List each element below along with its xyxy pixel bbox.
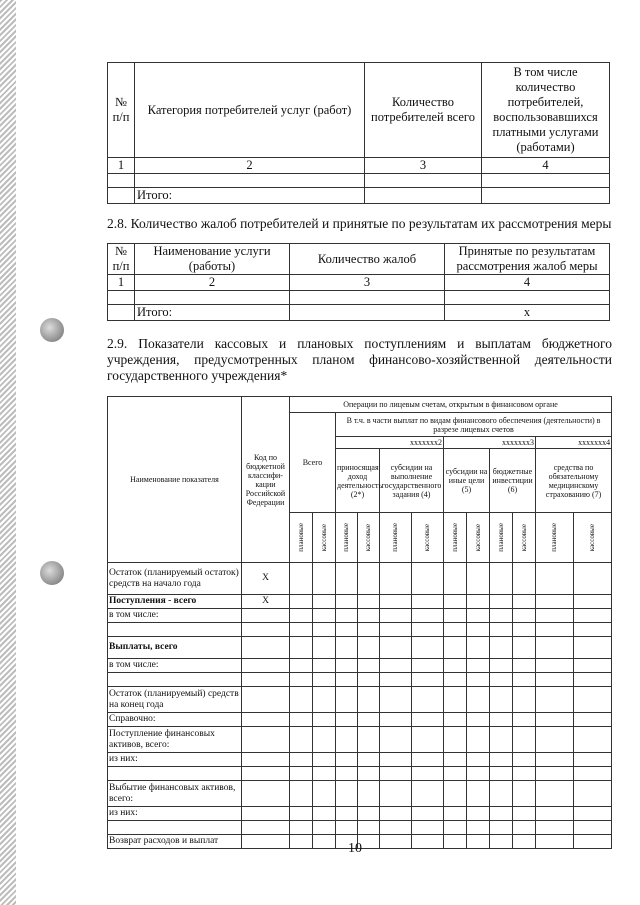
t3-cell <box>336 767 358 781</box>
t3-cell <box>444 821 467 835</box>
t3-row-code <box>242 659 290 673</box>
t3-cell <box>336 807 358 821</box>
financial-indicators-table <box>107 396 612 849</box>
t3-cell <box>574 637 612 659</box>
table-row <box>108 821 612 835</box>
t3-header-incl: В т.ч. в части выплат по видам финансового обеспечения (деятельности) в разрезе лицевых счетов <box>336 413 612 437</box>
t3-cell <box>358 673 380 687</box>
t1-header-num: № п/п <box>108 63 135 158</box>
t3-cell <box>513 637 536 659</box>
t3-cell <box>412 563 444 595</box>
t3-row-label <box>108 623 242 637</box>
t3-account-2: xxxxxxx3 <box>444 437 536 449</box>
t3-cell <box>290 609 313 623</box>
t3-row-label: из них: <box>108 807 242 821</box>
t3-cell <box>490 659 513 673</box>
t3-cell <box>412 807 444 821</box>
t3-cell <box>380 637 412 659</box>
t3-row-code <box>242 835 290 849</box>
t3-cell <box>358 687 380 713</box>
t2-total-label: Итого: <box>135 305 290 321</box>
t3-cell <box>490 595 513 609</box>
table-row <box>108 673 612 687</box>
t3-cell <box>513 753 536 767</box>
t3-cell <box>444 673 467 687</box>
t3-cell <box>290 563 313 595</box>
t3-cell <box>513 563 536 595</box>
t3-cell <box>467 563 490 595</box>
t3-row-code <box>242 687 290 713</box>
t3-cell <box>290 727 313 753</box>
t3-cell <box>490 687 513 713</box>
t3-cell <box>358 659 380 673</box>
t3-cell <box>380 687 412 713</box>
t3-cell <box>467 637 490 659</box>
t3-cell <box>412 821 444 835</box>
t3-cell <box>444 781 467 807</box>
t3-cell <box>574 713 612 727</box>
t3-row-code: Х <box>242 595 290 609</box>
t3-cell <box>313 659 336 673</box>
t3-cell <box>313 563 336 595</box>
t3-cell <box>574 595 612 609</box>
t3-cell <box>536 673 574 687</box>
t3-cell <box>290 623 313 637</box>
t3-cell <box>513 623 536 637</box>
punch-hole-top <box>40 318 64 342</box>
t3-cell <box>536 563 574 595</box>
t1-header-count: Количество потребителей всего <box>365 63 482 158</box>
t3-row-code <box>242 781 290 807</box>
t2-header-measures: Принятые по результатам рассмотрения жалоб меры <box>445 244 610 275</box>
t3-sub-planned: плановые <box>536 513 574 563</box>
t2-total-mark: х <box>445 305 610 321</box>
t3-cell <box>358 767 380 781</box>
t3-cell <box>380 673 412 687</box>
t3-cell <box>574 821 612 835</box>
t2-header-service: Наименование услуги (работы) <box>135 244 290 275</box>
t3-cell <box>574 687 612 713</box>
t3-cell <box>290 767 313 781</box>
t3-cell <box>444 563 467 595</box>
t3-row-code <box>242 727 290 753</box>
t3-sub-planned: плановые <box>380 513 412 563</box>
t3-sub-planned: плановые <box>444 513 467 563</box>
t3-cell <box>444 767 467 781</box>
t3-cell <box>490 807 513 821</box>
t3-group-income: приносящая доход деятельность (2*) <box>336 449 380 513</box>
t3-row-code <box>242 609 290 623</box>
t3-cell <box>513 687 536 713</box>
t3-cell <box>358 595 380 609</box>
t3-cell <box>290 807 313 821</box>
t3-cell <box>490 637 513 659</box>
t3-row-label: в том числе: <box>108 659 242 673</box>
t3-row-label: в том числе: <box>108 609 242 623</box>
t3-cell <box>412 781 444 807</box>
t3-cell <box>513 807 536 821</box>
t3-cell <box>467 623 490 637</box>
t3-cell <box>490 563 513 595</box>
t3-cell <box>490 767 513 781</box>
t3-cell <box>358 727 380 753</box>
t3-cell <box>380 767 412 781</box>
t3-row-code <box>242 623 290 637</box>
t3-group-investments: бюджетные инвестиции (6) <box>490 449 536 513</box>
t3-row-label: Остаток (планируемый) средств на конец года <box>108 687 242 713</box>
t3-cell <box>467 821 490 835</box>
t3-group-state-task: субсидии на выполнение государственного задания (4) <box>380 449 444 513</box>
t3-row-label: Возврат расходов и выплат <box>108 835 242 849</box>
t3-cell <box>467 609 490 623</box>
t3-cell <box>467 781 490 807</box>
t3-cell <box>536 595 574 609</box>
t3-row-label: Поступление финансовых активов, всего: <box>108 727 242 753</box>
t3-cell <box>290 595 313 609</box>
t3-cell <box>444 659 467 673</box>
t3-cell <box>574 807 612 821</box>
t3-cell <box>444 637 467 659</box>
section-2-8-heading: 2.8. Количество жалоб потребителей и принятые по результатам их рассмотрения меры <box>107 216 612 231</box>
t3-cell <box>574 623 612 637</box>
t3-cell <box>412 595 444 609</box>
t2-header-num: № п/п <box>108 244 135 275</box>
t3-cell <box>513 835 536 849</box>
t3-cell <box>444 687 467 713</box>
t3-cell <box>574 659 612 673</box>
t3-row-code: Х <box>242 563 290 595</box>
t3-cell <box>313 595 336 609</box>
t3-row-code <box>242 821 290 835</box>
t3-sub-cash: кассовые <box>513 513 536 563</box>
t3-cell <box>536 781 574 807</box>
t3-cell <box>444 623 467 637</box>
t3-cell <box>412 673 444 687</box>
t3-cell <box>380 609 412 623</box>
t3-row-code <box>242 767 290 781</box>
t3-cell <box>536 659 574 673</box>
t1-header-category: Категория потребителей услуг (работ) <box>135 63 365 158</box>
t3-cell <box>412 767 444 781</box>
section-2-9-heading: 2.9. Показатели кассовых и плановых поступлениям и выплатам бюджетного учреждения, предусмотренных планом финансово-хозяйственной деятельности государственного учреждения* <box>107 336 612 383</box>
t1-colnum-1: 1 <box>108 158 135 174</box>
t3-cell <box>336 713 358 727</box>
t3-cell <box>313 821 336 835</box>
t3-cell <box>336 595 358 609</box>
table-row <box>108 659 612 673</box>
t3-cell <box>336 637 358 659</box>
t3-cell <box>290 713 313 727</box>
t3-cell <box>358 781 380 807</box>
t1-header-paid: В том числе количество потребителей, воспользовавшихся платными услугами (работами) <box>482 63 610 158</box>
t3-cell <box>313 609 336 623</box>
t3-cell <box>444 807 467 821</box>
t3-cell <box>467 767 490 781</box>
t3-row-label <box>108 673 242 687</box>
t3-cell <box>490 753 513 767</box>
t3-cell <box>380 753 412 767</box>
t3-cell <box>574 781 612 807</box>
t3-cell <box>536 767 574 781</box>
t3-cell <box>536 835 574 849</box>
t3-cell <box>358 623 380 637</box>
t3-cell <box>380 781 412 807</box>
t3-row-label: Остаток (планируемый остаток) средств на начало года <box>108 563 242 595</box>
t3-cell <box>412 623 444 637</box>
table-row <box>108 807 612 821</box>
t3-cell <box>290 637 313 659</box>
t3-cell <box>536 807 574 821</box>
t3-cell <box>336 659 358 673</box>
t3-cell <box>313 687 336 713</box>
t3-cell <box>513 673 536 687</box>
t3-cell <box>290 753 313 767</box>
t3-header-code: Код по бюджетной классифи-кации Российской Федерации <box>242 397 290 563</box>
t3-cell <box>336 609 358 623</box>
t3-cell <box>290 687 313 713</box>
t1-colnum-2: 2 <box>135 158 365 174</box>
t3-sub-planned: плановые <box>290 513 313 563</box>
t3-sub-cash: кассовые <box>412 513 444 563</box>
t3-cell <box>313 623 336 637</box>
table-row <box>108 623 612 637</box>
t3-cell <box>490 673 513 687</box>
t3-cell <box>380 595 412 609</box>
t3-sub-planned: плановые <box>490 513 513 563</box>
t3-body <box>108 563 612 849</box>
t3-row-code <box>242 713 290 727</box>
t3-cell <box>290 781 313 807</box>
t3-cell <box>467 727 490 753</box>
consumers-table <box>107 62 610 204</box>
t3-cell <box>490 781 513 807</box>
t3-header-name: Наименование показателя <box>108 397 242 563</box>
t3-cell <box>574 727 612 753</box>
t3-cell <box>536 753 574 767</box>
t3-cell <box>513 659 536 673</box>
t3-cell <box>412 637 444 659</box>
t3-cell <box>412 727 444 753</box>
t3-cell <box>313 727 336 753</box>
t3-cell <box>513 767 536 781</box>
t3-cell <box>444 609 467 623</box>
t3-cell <box>336 623 358 637</box>
t3-cell <box>336 753 358 767</box>
t3-cell <box>513 781 536 807</box>
t3-sub-planned: плановые <box>336 513 358 563</box>
scan-binding-edge <box>0 0 16 905</box>
t3-row-code <box>242 753 290 767</box>
t3-cell <box>380 807 412 821</box>
t3-cell <box>574 563 612 595</box>
t3-cell <box>358 713 380 727</box>
t2-colnum-2: 2 <box>135 275 290 291</box>
t3-row-label <box>108 767 242 781</box>
t3-cell <box>536 687 574 713</box>
table-row <box>108 727 612 753</box>
t3-cell <box>536 727 574 753</box>
t3-row-label: Выплаты, всего <box>108 637 242 659</box>
t3-cell <box>412 609 444 623</box>
t3-cell <box>412 835 444 849</box>
t3-row-code <box>242 673 290 687</box>
t3-cell <box>536 623 574 637</box>
t3-cell <box>513 821 536 835</box>
t3-cell <box>536 609 574 623</box>
t3-cell <box>336 727 358 753</box>
t3-cell <box>536 713 574 727</box>
t3-sub-cash: кассовые <box>467 513 490 563</box>
t3-cell <box>380 659 412 673</box>
t3-cell <box>513 595 536 609</box>
t3-cell <box>412 687 444 713</box>
t3-cell <box>358 563 380 595</box>
t3-cell <box>313 673 336 687</box>
t3-cell <box>444 753 467 767</box>
t3-cell <box>467 673 490 687</box>
t3-cell <box>313 807 336 821</box>
t3-cell <box>380 713 412 727</box>
t3-cell <box>490 623 513 637</box>
t3-header-ops: Операции по лицевым счетам, открытым в финансовом органе <box>290 397 612 413</box>
t3-cell <box>467 753 490 767</box>
t3-cell <box>574 609 612 623</box>
t2-header-count: Количество жалоб <box>290 244 445 275</box>
t3-cell <box>313 713 336 727</box>
t3-cell <box>313 835 336 849</box>
t3-row-code <box>242 807 290 821</box>
t3-sub-cash: кассовые <box>358 513 380 563</box>
t3-cell <box>490 727 513 753</box>
t3-group-other-subsidies: субсидии на иные цели (5) <box>444 449 490 513</box>
t3-cell <box>380 835 412 849</box>
table-row <box>108 687 612 713</box>
t3-cell <box>358 637 380 659</box>
t3-cell <box>513 713 536 727</box>
t3-row-code <box>242 637 290 659</box>
t3-sub-cash: кассовые <box>574 513 612 563</box>
t3-cell <box>444 713 467 727</box>
t3-cell <box>490 609 513 623</box>
t3-cell <box>574 835 612 849</box>
t3-row-label: Поступления - всего <box>108 595 242 609</box>
table-row <box>108 637 612 659</box>
table-row <box>108 563 612 595</box>
t3-cell <box>467 807 490 821</box>
t3-cell <box>490 821 513 835</box>
t3-cell <box>290 659 313 673</box>
t3-cell <box>490 835 513 849</box>
t3-cell <box>313 767 336 781</box>
t3-account-1: xxxxxxx2 <box>336 437 444 449</box>
t3-cell <box>336 673 358 687</box>
t3-header-total: Всего <box>290 413 336 513</box>
t3-cell <box>313 637 336 659</box>
t3-cell <box>490 713 513 727</box>
t3-cell <box>444 727 467 753</box>
t3-row-label: Справочно: <box>108 713 242 727</box>
t3-cell <box>536 821 574 835</box>
t2-colnum-3: 3 <box>290 275 445 291</box>
page-number: 10 <box>348 841 362 856</box>
t3-cell <box>574 673 612 687</box>
t3-cell <box>336 563 358 595</box>
t3-cell <box>412 659 444 673</box>
t3-cell <box>336 821 358 835</box>
t3-cell <box>467 659 490 673</box>
t3-sub-cash: кассовые <box>313 513 336 563</box>
t1-total-label: Итого: <box>135 188 365 204</box>
t3-row-label <box>108 821 242 835</box>
t3-row-label: из них: <box>108 753 242 767</box>
t3-cell <box>313 753 336 767</box>
t3-cell <box>380 821 412 835</box>
table-row <box>108 767 612 781</box>
t3-cell <box>444 835 467 849</box>
t3-cell <box>336 687 358 713</box>
t3-cell <box>380 623 412 637</box>
t3-cell <box>358 807 380 821</box>
t1-colnum-3: 3 <box>365 158 482 174</box>
complaints-table <box>107 243 610 321</box>
t3-cell <box>574 753 612 767</box>
t3-cell <box>380 727 412 753</box>
t3-account-3: xxxxxxx4 <box>536 437 612 449</box>
table-row <box>108 713 612 727</box>
t3-cell <box>358 609 380 623</box>
t3-row-label: Выбытие финансовых активов, всего: <box>108 781 242 807</box>
t3-cell <box>358 821 380 835</box>
t2-colnum-4: 4 <box>445 275 610 291</box>
t3-cell <box>313 781 336 807</box>
table-row <box>108 781 612 807</box>
t3-cell <box>336 781 358 807</box>
t3-cell <box>467 713 490 727</box>
t3-cell <box>290 821 313 835</box>
t3-cell <box>358 753 380 767</box>
t3-cell <box>536 637 574 659</box>
table-row <box>108 595 612 609</box>
t3-cell <box>412 753 444 767</box>
table-row <box>108 609 612 623</box>
t3-cell <box>412 713 444 727</box>
punch-hole-bottom <box>40 561 64 585</box>
table-row <box>108 753 612 767</box>
t3-cell <box>513 609 536 623</box>
t3-cell <box>467 835 490 849</box>
t3-cell <box>574 767 612 781</box>
t2-colnum-1: 1 <box>108 275 135 291</box>
t3-cell <box>290 835 313 849</box>
t3-cell <box>290 673 313 687</box>
t1-colnum-4: 4 <box>482 158 610 174</box>
t3-cell <box>380 563 412 595</box>
t3-cell <box>513 727 536 753</box>
t3-group-oms: средства по обязательному медицинскому страхованию (7) <box>536 449 612 513</box>
t3-cell <box>467 595 490 609</box>
t3-cell <box>444 595 467 609</box>
t3-cell <box>467 687 490 713</box>
